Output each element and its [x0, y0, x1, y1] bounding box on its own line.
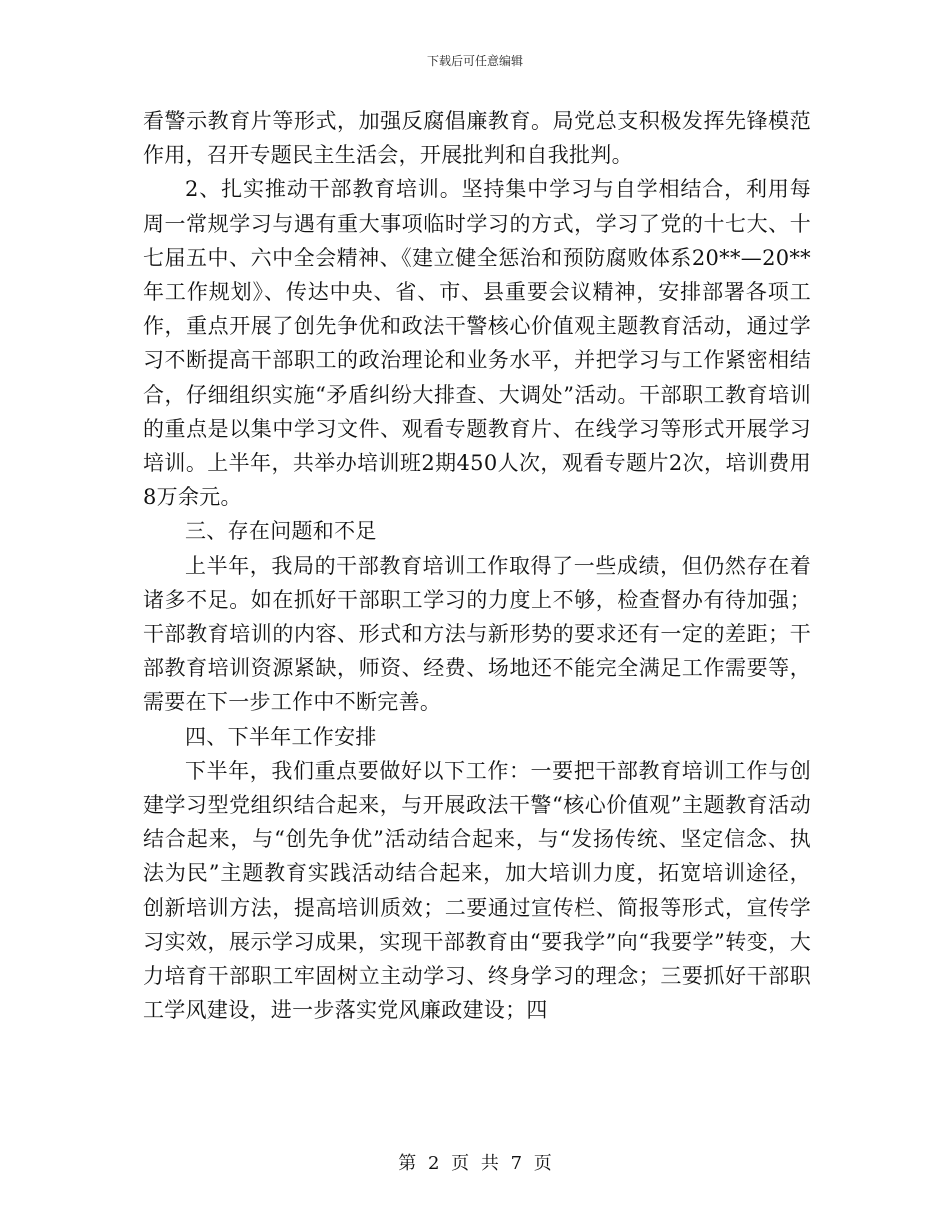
section-heading-problems: 三、存在问题和不足 — [185, 519, 377, 544]
document-body — [143, 104, 811, 1027]
page-number-footer: 第 2 页 共 7 页 — [398, 1153, 552, 1174]
paragraph-plan: 下半年，我们重点要做好以下工作：一要把干部教育培训工作与创建学习型党组织结合起来，与开展政法干警“核心价值观”主题教育活动结合起来，与“创先争优”活动结合起来，与“发扬传统、坚定信念、执法为民”主题教育实践活动结合起来，加大培训力度，拓宽培训途径，创新培训方法，提高培训质效；二要通过宣传栏、简报等形式，宣传学习实效，展示学习成果，实现干部教育由“要我学”向“我要学”转变，大力培育干部职工牢固树立主动学习、终身学习的理念；三要抓好干部职工学风建设，进一步落实党风廉政建设；四 — [143, 758, 811, 1023]
paragraph-problems: 上半年，我局的干部教育培训工作取得了一些成绩，但仍然存在着诸多不足。如在抓好干部职工学习的力度上不够，检查督办有待加强；干部教育培训的内容、形式和方法与新形势的要求还有一定的差距；干部教育培训资源紧缺，师资、经费、场地还不能完全满足工作需要等，需要在下一步工作中不断完善。 — [143, 553, 811, 715]
paragraph-training: 2、扎实推动干部教育培训。坚持集中学习与自学相结合，利用每周一常规学习与遇有重大事项临时学习的方式，学习了党的十七大、十七届五中、六中全会精神、《建立健全惩治和预防腐败体系20**—20**年工作规划》、传达中央、省、市、县重要会议精神，安排部署各项工作，重点开展了创先争优和政法干警核心价值观主题教育活动，通过学习不断提高干部职工的政治理论和业务水平，并把学习与工作紧密相结合，仔细组织实施“矛盾纠纷大排查、大调处”活动。干部职工教育培训的重点是以集中学习文件、观看专题教育片、在线学习等形式开展学习培训。上半年，共举办培训班2期450人次，观看专题片2次，培训费用8万余元。 — [143, 177, 811, 510]
paragraph-continuation: 看警示教育片等形式，加强反腐倡廉教育。局党总支积极发挥先锋模范作用，召开专题民主生活会，开展批判和自我批判。 — [143, 109, 811, 168]
section-heading-plan: 四、下半年工作安排 — [185, 724, 377, 749]
page-header-note: 下载后可任意编辑 — [426, 54, 523, 68]
